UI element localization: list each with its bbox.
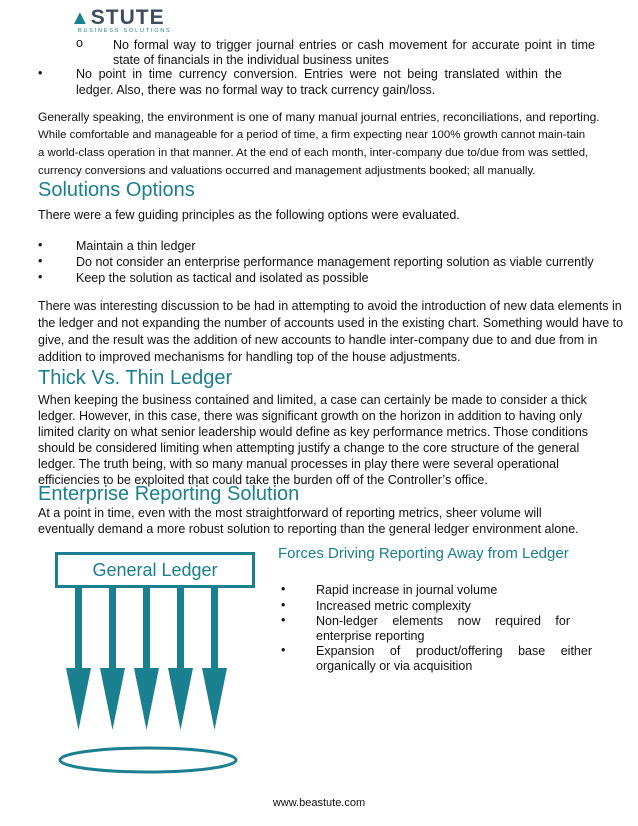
sub-item-line-2: state of financials in the individual business unites xyxy=(113,53,389,67)
forces-item: Increased metric complexity xyxy=(316,599,471,613)
bullet-marker: • xyxy=(38,238,43,252)
intro-paragraph xyxy=(38,108,598,180)
principle-item: Keep the solution as tactical and isolated as possible xyxy=(76,271,369,285)
forces-item: Non-ledger elements now required for xyxy=(316,614,570,628)
arrow-down-icon xyxy=(100,668,125,730)
list-item-line-1: No point in time currency conversion. Entries were not being translated within the xyxy=(76,67,562,81)
intro-line: While comfortable and manageable for a period of time, a firm expecting near 100% growth cannot main-tain xyxy=(38,129,586,141)
bullet-marker: • xyxy=(38,66,43,80)
principle-item: Do not consider an enterprise performance management reporting solution as viable currently xyxy=(76,255,594,269)
arrow-down-icon xyxy=(202,668,227,730)
solutions-paragraph xyxy=(38,298,624,366)
reporting-target-ellipse xyxy=(60,748,236,772)
enterprise-paragraph xyxy=(38,505,598,537)
arrow-down-icon xyxy=(109,588,116,678)
list-item-line-2: ledger. Also, there was no formal way to track currency gain/loss. xyxy=(76,83,436,97)
intro-line: a world-class operation in that manner. At the end of each month, inter-company due to/due from was settled, xyxy=(38,147,589,159)
forces-heading: Forces Driving Reporting Away from Ledger xyxy=(278,545,569,562)
logo-tagline: BUSINESS SOLUTIONS xyxy=(78,28,172,34)
para-line: ledger. However, in this case, there was significant growth on the horizon in addition to having only xyxy=(38,409,583,423)
bullet-marker: • xyxy=(281,598,286,612)
sub-item-line-1: No formal way to trigger journal entries or cash movement for accurate point in time xyxy=(113,38,595,52)
bullet-marker: • xyxy=(38,270,43,284)
bullet-marker: • xyxy=(38,254,43,268)
forces-item: Rapid increase in journal volume xyxy=(316,583,498,597)
sub-bullet-marker: o xyxy=(76,36,83,50)
heading-solutions-options: Solutions Options xyxy=(38,179,195,201)
para-line: should be considered limiting when attempting justify a change to the core structure of the general xyxy=(38,441,580,455)
arrow-down-icon xyxy=(66,668,91,730)
bullet-marker: • xyxy=(281,643,286,657)
arrow-down-icon xyxy=(75,588,82,678)
para-line: the ledger and not expanding the number of accounts used in the existing chart. Something would have to xyxy=(38,316,624,330)
logo-wordmark: STUTE xyxy=(90,6,165,29)
intro-line: currency conversions and valuations occurred and management adjustments booked; all manually. xyxy=(38,165,536,177)
para-line: limited clarity on what senior leadership would define as key performance metrics. Those conditions xyxy=(38,425,589,439)
solutions-lead: There were a few guiding principles as the following options were evaluated. xyxy=(38,208,460,222)
company-logo xyxy=(70,8,172,35)
heading-thick-vs-thin: Thick Vs. Thin Ledger xyxy=(38,367,233,389)
bullet-marker: • xyxy=(281,582,286,596)
forces-item: Expansion of product/offering base either xyxy=(316,644,592,658)
arrow-down-icon xyxy=(177,588,184,678)
principle-item: Maintain a thin ledger xyxy=(76,239,196,253)
para-line: efficiencies to be exploited that could take the burden off of the Controller’s office. xyxy=(38,473,488,487)
heading-enterprise-reporting: Enterprise Reporting Solution xyxy=(38,483,300,505)
para-line: addition to improved mechanisms for handling top of the house adjustments. xyxy=(38,350,461,364)
para-line: At a point in time, even with the most straightforward of reporting metrics, sheer volume will xyxy=(38,506,542,520)
forces-item-continued: organically or via acquisition xyxy=(316,659,473,673)
forces-item-continued: enterprise reporting xyxy=(316,629,425,643)
thick-thin-paragraph xyxy=(38,392,598,488)
para-line: There was interesting discussion to be had in attempting to avoid the introduction of new data elements in xyxy=(38,299,622,313)
para-line: eventually demand a more robust solution to reporting than the general ledger environment alone. xyxy=(38,522,579,536)
logo-triangle-icon: ▲ xyxy=(70,7,91,29)
arrow-down-icon xyxy=(143,588,150,678)
para-line: give, and the result was the addition of new accounts to handle inter-company due to and due from in xyxy=(38,333,598,347)
arrow-down-icon xyxy=(134,668,159,730)
arrow-down-icon xyxy=(168,668,193,730)
para-line: ledger. The truth being, with so many manual processes in play there were several operational xyxy=(38,457,559,471)
bullet-marker: • xyxy=(281,613,286,627)
general-ledger-box: General Ledger xyxy=(55,552,255,588)
para-line: When keeping the business contained and limited, a case can certainly be made to consider a thick xyxy=(38,393,587,407)
footer-website[interactable]: www.beastute.com xyxy=(272,797,366,809)
ledger-arrows-diagram xyxy=(40,588,270,783)
arrow-down-icon xyxy=(211,588,218,678)
intro-line: Generally speaking, the environment is one of many manual journal entries, reconciliations, and reporting. xyxy=(38,110,600,124)
